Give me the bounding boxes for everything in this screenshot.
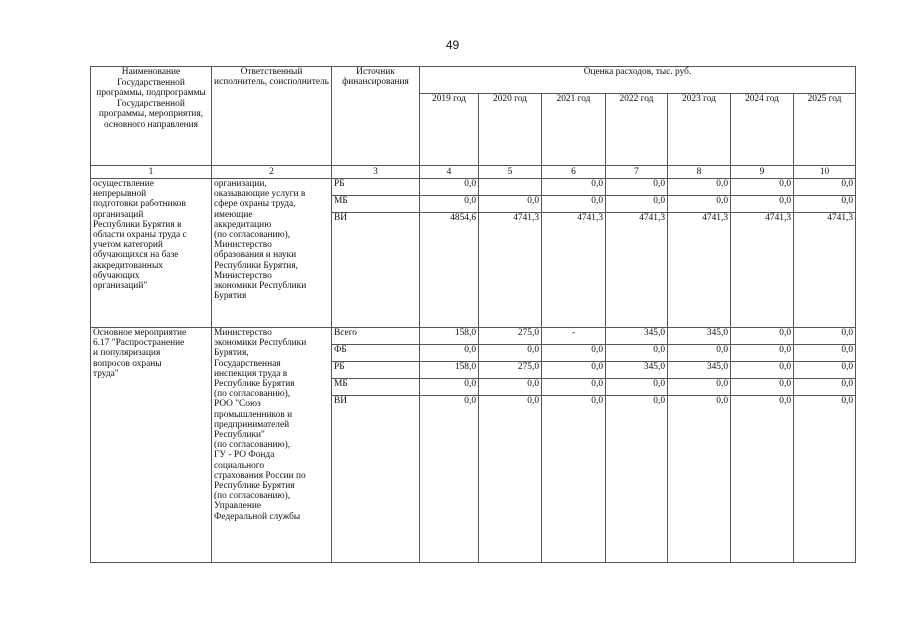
column-number: 4: [420, 166, 479, 179]
table-row: [91, 179, 856, 196]
source-cell: ВИ: [332, 213, 420, 328]
value-cell: 0,0: [420, 196, 479, 213]
column-number: 9: [731, 166, 794, 179]
budget-table: [90, 66, 856, 563]
value-cell: 0,0: [420, 379, 479, 396]
value-cell: 0,0: [731, 196, 794, 213]
source-cell: РБ: [332, 179, 420, 196]
value-cell: 0,0: [794, 396, 856, 563]
value-cell: 0,0: [420, 345, 479, 362]
value-cell: 0,0: [542, 362, 606, 379]
value-cell: 0,0: [606, 179, 668, 196]
executor-cell: организации, оказывающие услуги в сфере охраны труда, имеющие аккредитацию (по согласованию), Министерство образования и науки Республики Бурятия, Министерство экономики Республики Бурятия: [212, 179, 332, 328]
value-cell: 0,0: [731, 328, 794, 345]
value-cell: 0,0: [479, 379, 542, 396]
header-year: 2020 год: [479, 94, 542, 166]
header-executor-column: Ответственный исполнитель, соисполнитель: [212, 67, 332, 166]
value-cell: 0,0: [479, 396, 542, 563]
header-year: 2021 год: [542, 94, 606, 166]
value-cell: 4741,3: [668, 213, 731, 328]
value-cell: 0,0: [794, 328, 856, 345]
column-number: 8: [668, 166, 731, 179]
value-cell: 0,0: [731, 179, 794, 196]
value-cell: 0,0: [542, 345, 606, 362]
executor-cell: Министерство экономики Республики Бурятия, Государственная инспекция труда в Республике Бурятия (по согласованию), РОО "Союз промышленников и предпринимателей Республики" (по согласованию), ГУ - РО Фонда социального страхования России по Республике Бурятия (по согласованию), Управление Федеральной службы: [212, 328, 332, 563]
value-cell: 275,0: [479, 362, 542, 379]
header-source-column: Источник финансирования: [332, 67, 420, 166]
value-cell: 0,0: [731, 362, 794, 379]
value-cell: 0,0: [668, 396, 731, 563]
source-cell: РБ: [332, 362, 420, 379]
column-number: 7: [606, 166, 668, 179]
value-cell: 0,0: [794, 345, 856, 362]
value-cell: 0,0: [606, 379, 668, 396]
value-cell: 0,0: [731, 379, 794, 396]
source-cell: МБ: [332, 379, 420, 396]
value-cell: 0,0: [606, 396, 668, 563]
value-cell: 0,0: [479, 196, 542, 213]
value-cell: 0,0: [606, 345, 668, 362]
header-year: 2024 год: [731, 94, 794, 166]
header-year: 2025 год: [794, 94, 856, 166]
column-number: 1: [91, 166, 212, 179]
source-cell: Всего: [332, 328, 420, 345]
value-cell: 345,0: [606, 328, 668, 345]
value-cell: 4741,3: [479, 213, 542, 328]
value-cell: 0,0: [668, 345, 731, 362]
value-cell: 0,0: [542, 196, 606, 213]
value-cell: 0,0: [420, 179, 479, 196]
header-year: 2019 год: [420, 94, 479, 166]
value-cell: 4741,3: [794, 213, 856, 328]
program-name-cell: Основное мероприятие 6.17 "Распространение и популяризация вопросов охраны труда": [91, 328, 212, 563]
column-number: 5: [479, 166, 542, 179]
value-cell: 0,0: [668, 179, 731, 196]
value-cell: 0,0: [479, 345, 542, 362]
column-number: 6: [542, 166, 606, 179]
value-cell: 0,0: [606, 196, 668, 213]
value-cell: 345,0: [606, 362, 668, 379]
value-cell: 158,0: [420, 328, 479, 345]
value-cell: 4741,3: [606, 213, 668, 328]
value-cell: 275,0: [479, 328, 542, 345]
value-cell: 0,0: [794, 196, 856, 213]
value-cell: 0,0: [731, 345, 794, 362]
program-name-cell: осуществление непрерывной подготовки работников организаций Республики Бурятия в области охраны труда с учетом категорий обучающихся на базе аккредитованных обучающих организаций": [91, 179, 212, 328]
value-cell: 4741,3: [542, 213, 606, 328]
header-year: 2022 год: [606, 94, 668, 166]
value-cell: 345,0: [668, 328, 731, 345]
value-cell: 0,0: [668, 379, 731, 396]
column-number: 2: [212, 166, 332, 179]
value-cell: 4741,3: [731, 213, 794, 328]
table-row: [91, 328, 856, 345]
source-cell: МБ: [332, 196, 420, 213]
page-number: 49: [445, 38, 460, 52]
value-cell: 0,0: [731, 396, 794, 563]
value-cell: 0,0: [542, 179, 606, 196]
value-cell: -: [542, 328, 606, 345]
header-name-column: Наименование Государственной программы, подпрограммы Государственной программы, мероприятия, основного направления: [91, 67, 212, 166]
header-estimate: Оценка расходов, тыс. руб.: [420, 67, 856, 94]
header-year: 2023 год: [668, 94, 731, 166]
value-cell: 0,0: [668, 196, 731, 213]
value-cell: 0,0: [794, 179, 856, 196]
value-cell: 345,0: [668, 362, 731, 379]
value-cell: 0,0: [542, 379, 606, 396]
value-cell: 4854,6: [420, 213, 479, 328]
value-cell: 0,0: [542, 396, 606, 563]
value-cell: 158,0: [420, 362, 479, 379]
source-cell: ФБ: [332, 345, 420, 362]
column-number: 3: [332, 166, 420, 179]
value-cell: [479, 179, 542, 196]
source-cell: ВИ: [332, 396, 420, 563]
value-cell: 0,0: [794, 362, 856, 379]
column-number: 10: [794, 166, 856, 179]
value-cell: 0,0: [794, 379, 856, 396]
value-cell: 0,0: [420, 396, 479, 563]
